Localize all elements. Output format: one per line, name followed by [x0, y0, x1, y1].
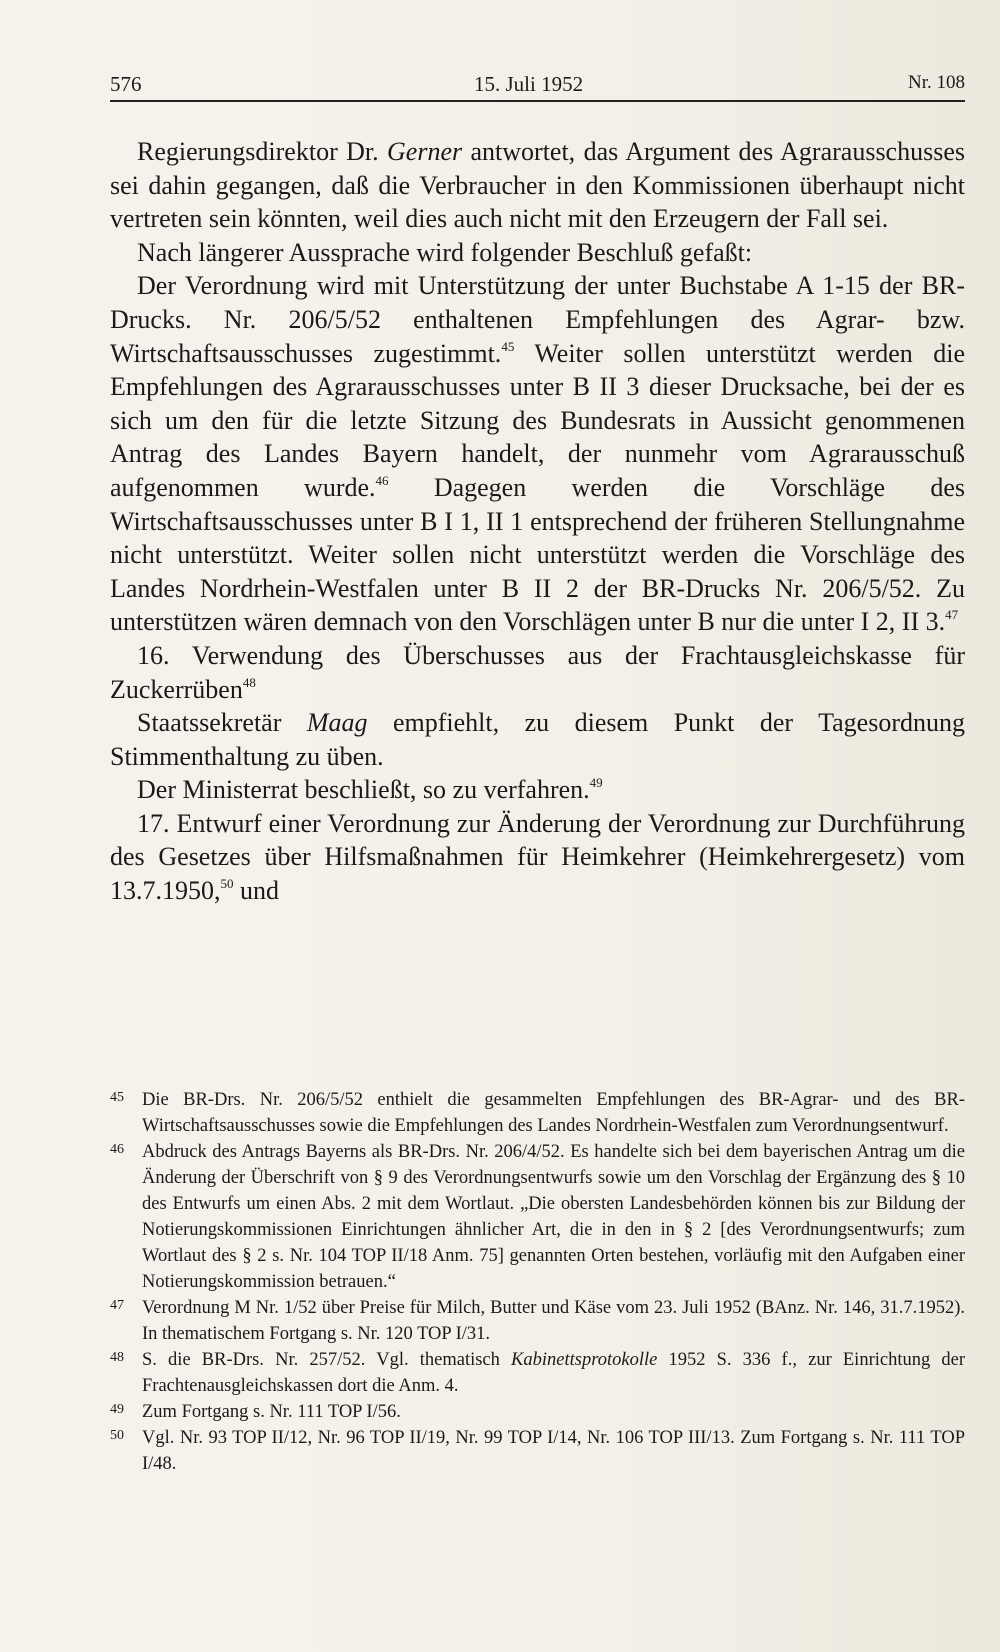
main-text: [110, 135, 965, 908]
header-date: 15. Juli 1952: [474, 72, 584, 96]
person-name: Maag: [306, 708, 368, 738]
agenda-item-17: 17. Entwurf einer Verordnung zur Änderung der Verordnung zur Durchführung des Gesetzes über Hilfsmaßnahmen für Heimkehrer (Heimkehrergesetz) vom 13.7.1950,50 und: [110, 808, 965, 906]
paragraph-discussion: Nach längerer Aussprache wird folgender Beschluß gefaßt:: [137, 237, 753, 267]
paragraph-maag: Staatssekretär Maag empfiehlt, zu diesem Punkt der Tagesordnung Stimmenthaltung zu üben.: [110, 708, 965, 771]
footnote-50: [110, 1425, 965, 1477]
footnote-45: [110, 1087, 965, 1139]
footnote-ref-50[interactable]: 50: [220, 876, 234, 892]
footnote-text: Die BR-Drs. Nr. 206/5/52 enthielt die gesammelten Empfehlungen des BR-Agrar- und des BR-Wirtschaftsausschusses sowie die Empfehlungen des Landes Nordrhein-Westfalen zum Verordnungsentwurf.: [142, 1090, 965, 1136]
footnote-number: 49: [110, 1402, 124, 1417]
footnote-text: Verordnung M Nr. 1/52 über Preise für Milch, Butter und Käse vom 23. Juli 1952 (BAnz. Nr. 146, 31.7.1952). In thematischem Fortgang s. Nr. 120 TOP I/31.: [142, 1298, 965, 1344]
footnote-48: [110, 1347, 965, 1399]
footnote-number: 50: [110, 1428, 124, 1443]
footnote-number: 46: [110, 1142, 124, 1157]
agenda-item-16: 16. Verwendung des Überschusses aus der Frachtausgleichskasse für Zuckerrüben$^{48}$: [110, 640, 965, 704]
footnote-number: 45: [110, 1090, 124, 1105]
paragraph-gerner: Regierungsdirektor Dr. Gerner antwortet, das Argument des Agrarausschusses sei dahin gegangen, daß die Verbraucher in den Kommissionen überhaupt nicht vertreten sein könnten, weil dies auch nicht mit den Erzeugern der Fall sei.: [110, 137, 965, 234]
running-header: [110, 70, 965, 102]
footnote-46: [110, 1139, 965, 1295]
footnote-ref-49[interactable]: 49: [589, 775, 603, 791]
footnote-text: Abdruck des Antrags Bayerns als BR-Drs. Nr. 206/4/52. Es handelte sich bei dem bayerischen Antrag um die Änderung der Überschrift von § 9 des Verordnungsentwurfs sowie um den Vorschlag der Ergänzung des § 10 des Entwurfs um einen Abs. 2 mit dem Wortlaut. „Die obersten Landesbehörden können bis zur Bildung der Notierungskommissionen Einrichtungen ähnlicher Art, die in den in § 2 [des Verordnungsentwurfs; zum Wortlaut des § 2 s. Nr. 104 TOP II/18 Anm. 75] genannten Orten bestehen, vorläufig mit den Aufgaben einer Notierungskommission betrauen.“: [142, 1142, 965, 1292]
footnote-text: S. die BR-Drs. Nr. 257/52. Vgl. thematisch Kabinettsprotokolle 1952 S. 336 f., zur Einrichtung der Frachtenausgleichskassen dort die Anm. 4.: [142, 1350, 965, 1396]
footnote-47: [110, 1295, 965, 1347]
protocol-number: Nr. 108: [908, 72, 965, 93]
footnote-ref-48[interactable]: 48: [242, 674, 256, 690]
person-name: Gerner: [387, 137, 463, 166]
footnotes: [110, 1087, 965, 1477]
footnote-text: Zum Fortgang s. Nr. 111 TOP I/56.: [142, 1402, 401, 1422]
footnote-number: 47: [110, 1298, 124, 1313]
page-number: 576: [110, 72, 142, 96]
footnote-text: Vgl. Nr. 93 TOP II/12, Nr. 96 TOP II/19, Nr. 99 TOP I/14, Nr. 106 TOP III/13. Zum Fortgang s. Nr. 111 TOP I/48.: [142, 1428, 965, 1474]
footnote-49: [110, 1399, 965, 1425]
footnote-ref-45[interactable]: 45: [501, 338, 515, 354]
footnote-ref-47[interactable]: 47: [945, 607, 959, 623]
footnote-number: 48: [110, 1350, 124, 1365]
paragraph-decision: Der Ministerrat beschließt, so zu verfahren.$^{49}$: [137, 775, 603, 805]
paragraph-resolution: Der Verordnung wird mit Unterstützung der unter Buchstabe A 1-15 der BR-Drucks. Nr. 206/5/52 enthaltenen Empfehlungen des Agrar- bzw. Wirtschaftsausschusses zugestimmt.$^{45}$ Weiter sollen unterstützt werden die Empfehlungen des Agrarausschusses unter B II 3 dieser Drucksache, bei der es sich um den für die letzte Sitzung des Bundesrats in Aussicht genommenen Antrag des Landes Bayern handelt, der nunmehr vom Agrarausschuß aufgenommen wurde.$^{46}$ Dagegen werden die Vorschläge des Wirtschaftsausschusses unter B I 1, II 1 entsprechend der früheren Stellungnahme nicht unterstützt. Weiter sollen nicht unterstützt werden die Vorschläge des Landes Nordrhein-Westfalen unter B II 2 der BR-Drucks Nr. 206/5/52. Zu unterstützen wären demnach von den Vorschlägen unter B nur die unter I 2, II 3.47: [110, 271, 965, 637]
footnote-ref-46[interactable]: 46: [375, 472, 389, 488]
